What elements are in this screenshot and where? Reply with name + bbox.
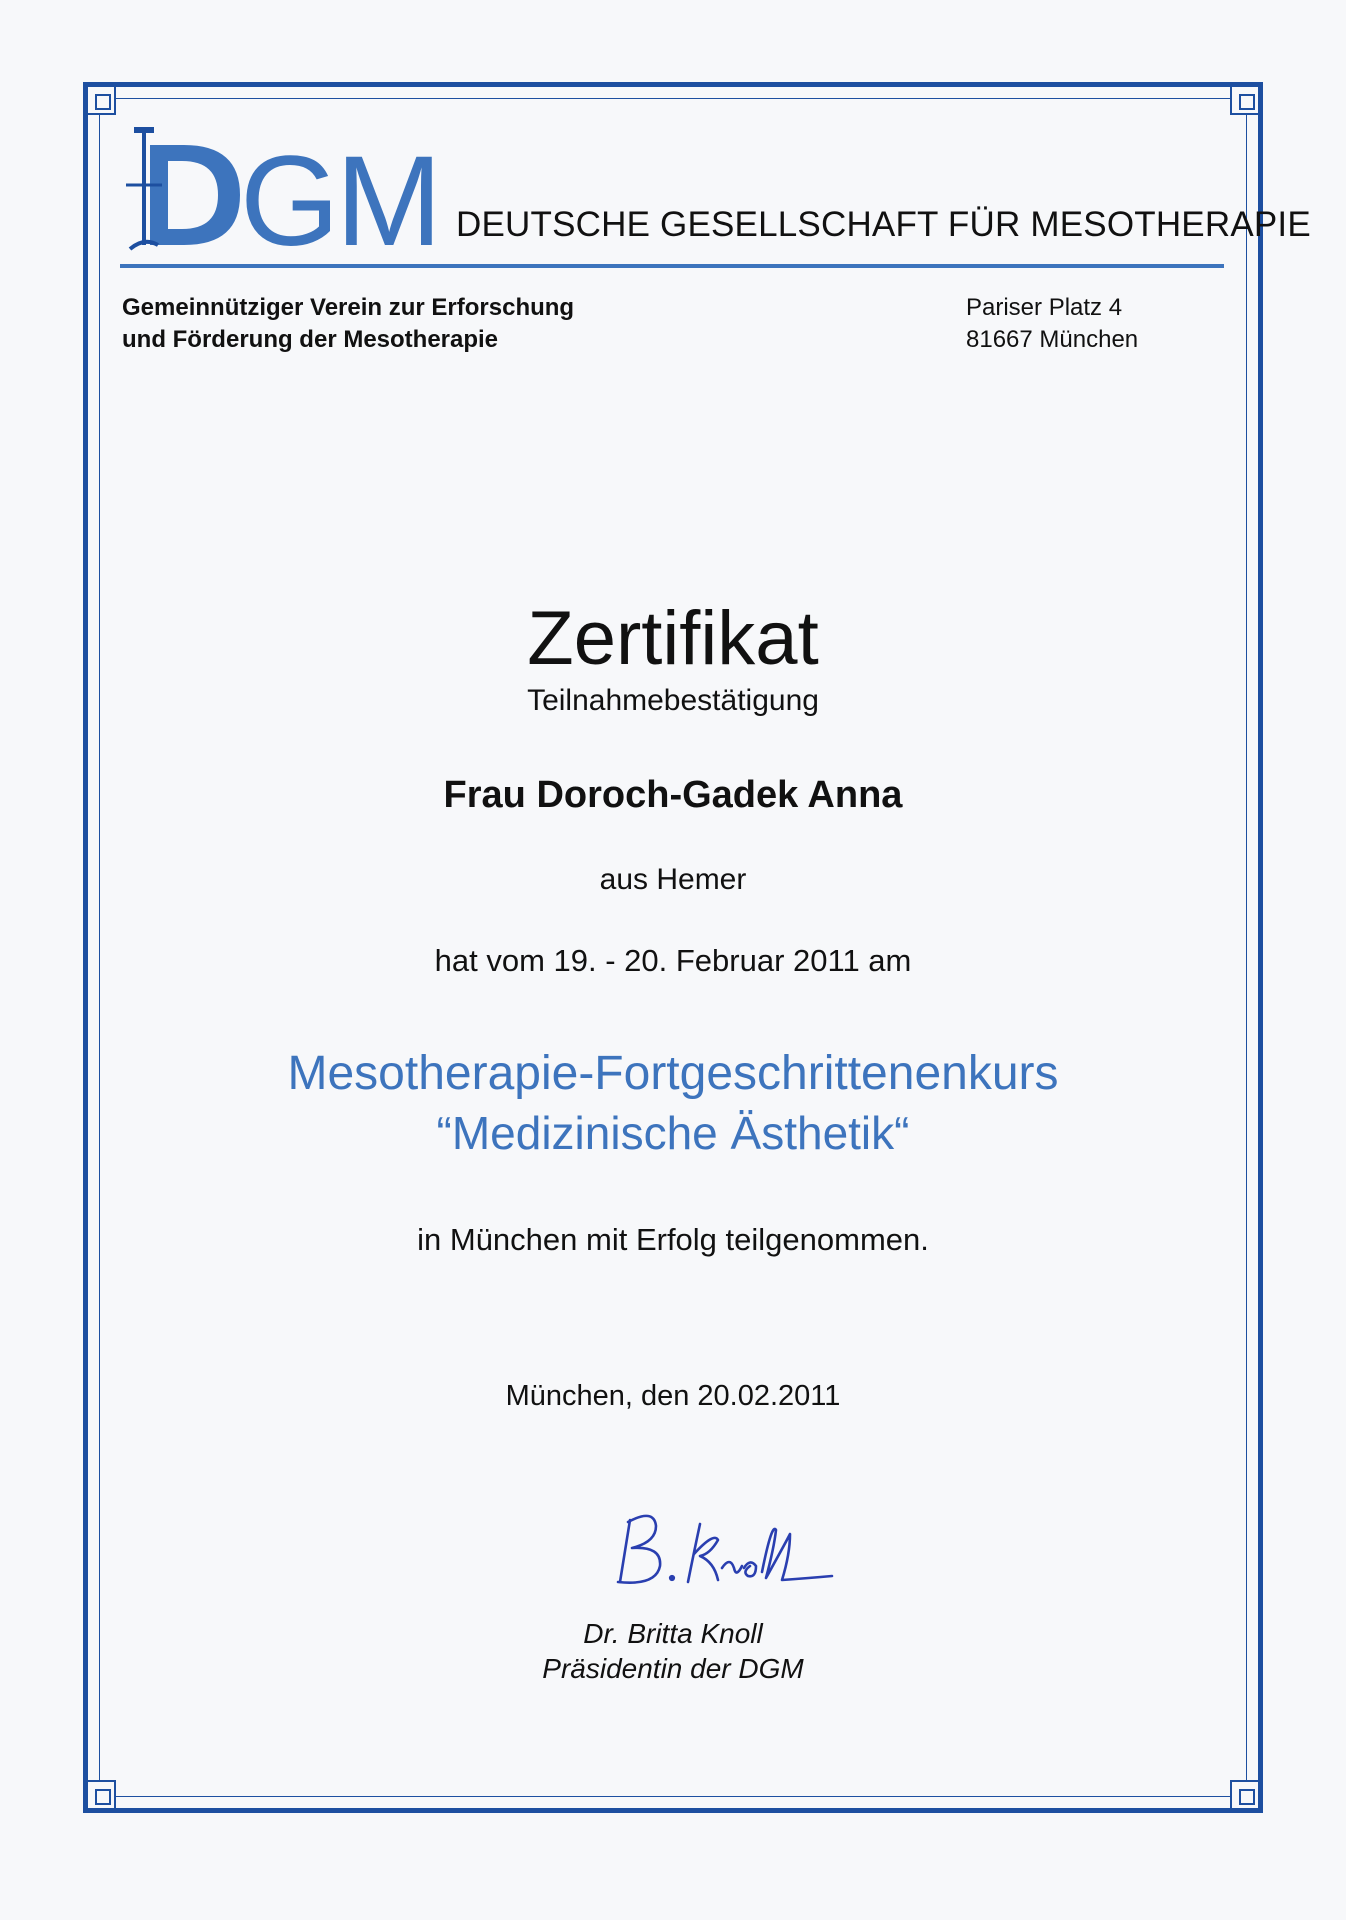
recipient-origin: aus Hemer [599,863,747,896]
signer-name: Dr. Britta Knoll [583,1618,763,1649]
syringe-icon [126,127,240,249]
corner-ornament-bottom-left [86,1780,116,1810]
course-title: Mesotherapie-Fortgeschrittenenkurs [287,1047,1059,1100]
header-divider [120,264,1224,268]
organization-name: DEUTSCHE GESELLSCHAFT FÜR MESOTHERAPIE [456,205,1311,244]
dgm-logo [122,125,452,255]
organization-tagline [122,292,574,356]
completion-statement: in München mit Erfolg teilgenommen. [417,1222,929,1257]
certificate-subtitle: Teilnahmebestätigung [527,684,819,717]
course-period: hat vom 19. - 20. Februar 2011 am [434,943,912,978]
logo-letters: GM [240,130,439,255]
tagline-line-1: Gemeinnütziger Verein zur Erforschung [122,294,575,321]
organization-address [966,292,1138,356]
recipient-name: Frau Doroch-Gadek Anna [443,774,903,816]
course-subtitle: “Medizinische Ästhetik“ [436,1107,910,1159]
place-and-date: München, den 20.02.2011 [505,1380,841,1412]
address-city: 81667 München [966,326,1139,353]
address-street: Pariser Platz 4 [966,294,1123,321]
tagline-line-2: und Förderung der Mesotherapie [122,326,499,353]
signer-role: Präsidentin der DGM [542,1653,804,1684]
corner-ornament-bottom-right [1230,1780,1260,1810]
corner-ornament-top-right [1230,85,1260,115]
handwritten-signature [610,1502,840,1592]
certificate-title: Zertifikat [527,596,819,681]
corner-ornament-top-left [86,85,116,115]
